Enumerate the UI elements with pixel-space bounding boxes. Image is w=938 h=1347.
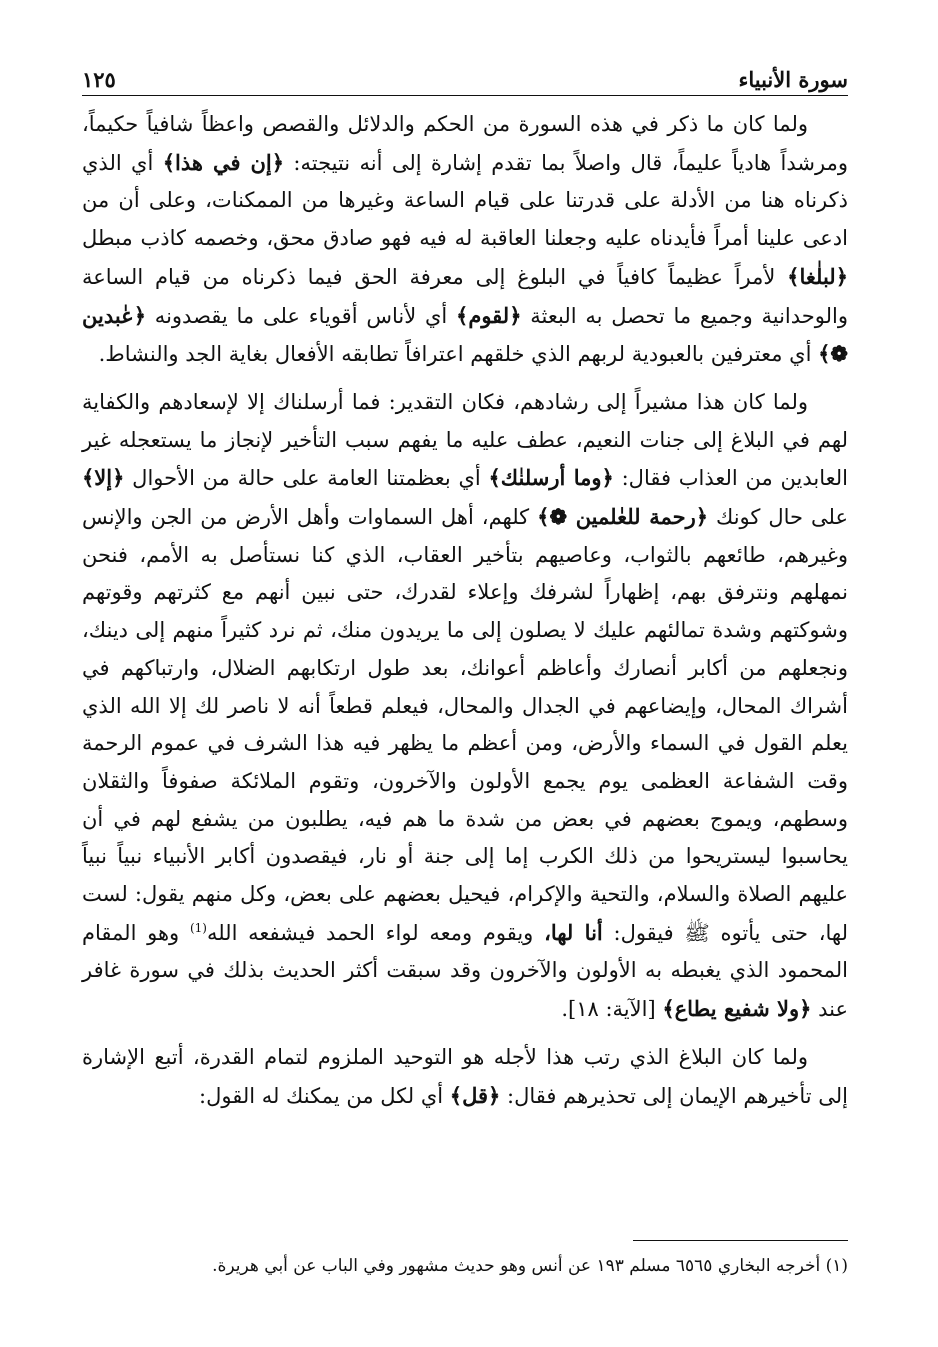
text-run: على حال كونك [708,505,848,530]
text-run: وهو المقام المحمود الذي يغبطه به الأولون والآخرون وقد سبقت أكثر الحديث بذلك في سورة غافر عند [82,920,848,1022]
text-run: أي لأناس أقوياء على ما يقصدونه [146,303,457,328]
quran-quote: ﴿لبلٰغا﴾ [787,263,848,289]
text-run: ولما كان هذا مشيراً إلى رشادهم، فكان التقدير: فما أرسلناك إلا لإسعادهم والكفاية لهم في البلاغ إلى جنات النعيم، عطف عليه ما يفهم سبب التأخير لإنجاز ما يستعجله غير العابدين من العذاب فقال: [82,389,848,491]
paragraph [82,384,848,1029]
text-run: أي بعظمتنا العامة على حالة من الأحوال [124,466,489,491]
quran-quote: ﴿وما أرسلنٰك﴾ [488,465,614,491]
paragraph [82,106,848,374]
quran-quote: ﴿لقوم﴾ [456,302,522,328]
text-run: ولما كان البلاغ الذي رتب هذا لأجله هو التوحيد الملزوم لتمام القدرة، أتبع الإشارة إلى تأخيرهم الإيمان إلى تحذيرهم فقال: [82,1044,848,1108]
quran-quote: أنا لها، [544,919,603,945]
page-number: ١٢٥ [82,67,116,92]
footnote-marker: (1) [189,920,207,935]
surah-title: سورة الأنبياء [738,67,848,92]
quran-quote: ﴿قل﴾ [449,1082,501,1108]
main-text [82,106,848,1125]
text-run: [الآية: ١٨]. [561,997,663,1022]
text-run: ولما كان ما ذكر في هذه السورة من الحكم والدلائل والقصص واعظاً شافياً حكيماً، ومرشداً هادياً عليماً، قال واصلاً بما تقدم إشارة إلى أنه نتيجته: [82,112,848,175]
text-run: أي لكل من يمكنك له القول: [199,1083,450,1108]
text-run: لأمراً عظيماً كافياً في البلوغ إلى معرفة الحق فيما ذكرناه من قيام الساعة والوحدانية وجميع ما تحصل به البعثة [82,264,848,328]
quran-quote: ﴿عٰبدين ❁﴾ [82,302,848,367]
quran-quote: ﴿رحمة للعٰلمين ❁﴾ [537,504,709,530]
text-run: أي معترفين بالعبودية لربهم الذي خلقهم اعترافاً تطابقه الأفعال بغاية الجد والنشاط. [98,342,819,367]
quran-quote: ﴿إن في هذا﴾ [162,149,285,175]
page-header [82,58,848,92]
footnote: (١) أخرجه البخاري ٦٥٦٥ مسلم ١٩٣ عن أنس وهو حديث مشهور وفي الباب عن أبي هريرة. [212,1256,848,1276]
text-run: ويقوم ومعه لواء الحمد فيشفعه الله [206,920,545,945]
footnote-rule [633,1240,848,1241]
paragraph [82,1039,848,1115]
quran-quote: ﴿إلا﴾ [82,465,125,491]
quran-quote: ﴿ولا شفيع يطاع﴾ [662,996,812,1022]
text-run: أي الذي ذكرناه هنا من الأدلة على قدرتنا على قيام الساعة وغيرها من الممكنات، وعلى أن من ادعى علينا أمراً فأيدناه عليه وجعلنا العاقبة له فيه فهو صادق محق، وخصمه كاذب مبطل [82,150,848,251]
header-rule [82,95,848,96]
text-run: كلهم، أهل السماوات وأهل الأرض من الجن والإنس وغيرهم، طائعهم بالثواب، وعاصيهم بتأخير العقاب، الذي كنا نستأصل به الأمم، فنحن نمهلهم ونترفق بهم، إظهاراً لشرفك وإعلاء لقدرك، حتى نبين أنهم مع كثرتهم وقوتهم وشوكتهم وشدة تمالئهم عليك لا يصلون إلى ما يريدون منك، ثم نرد كثيراً منهم إلى دينك، ونجعلهم من أكابر أنصارك وأعاظم أعوانك، بعد طول ارتكابهم الضلال، وارتباكهم في أشراك المحال، وإيضاعهم في الجدال والمحال، فيعلم قطعاً أنه لا ناصر لك إلا الله الذي يعلم القول في السماء والأرض، ومن أعظم ما يظهر فيه هذا الشرف في عموم الرحمة وقت الشفاعة العظمى يوم يجمع الأولون والآخرون، وتقوم الملائكة صفوفاً والثقلان وسطهم، ويموج بعضهم في بعض من شدة ما هم فيه، يطلبون من يشفع لهم في أن يحاسبوا ليستريحوا من ذلك الكرب إما إلى جنة أو نار، فيقصدون أكابر الأنبياء نبياً نبياً عليهم الصلاة والسلام، والتحية والإكرام، فيحيل بعضهم على بعض، وكل منهم يقول: لست لها، حتى يأتوه ﷺ فيقول: [82,505,848,945]
